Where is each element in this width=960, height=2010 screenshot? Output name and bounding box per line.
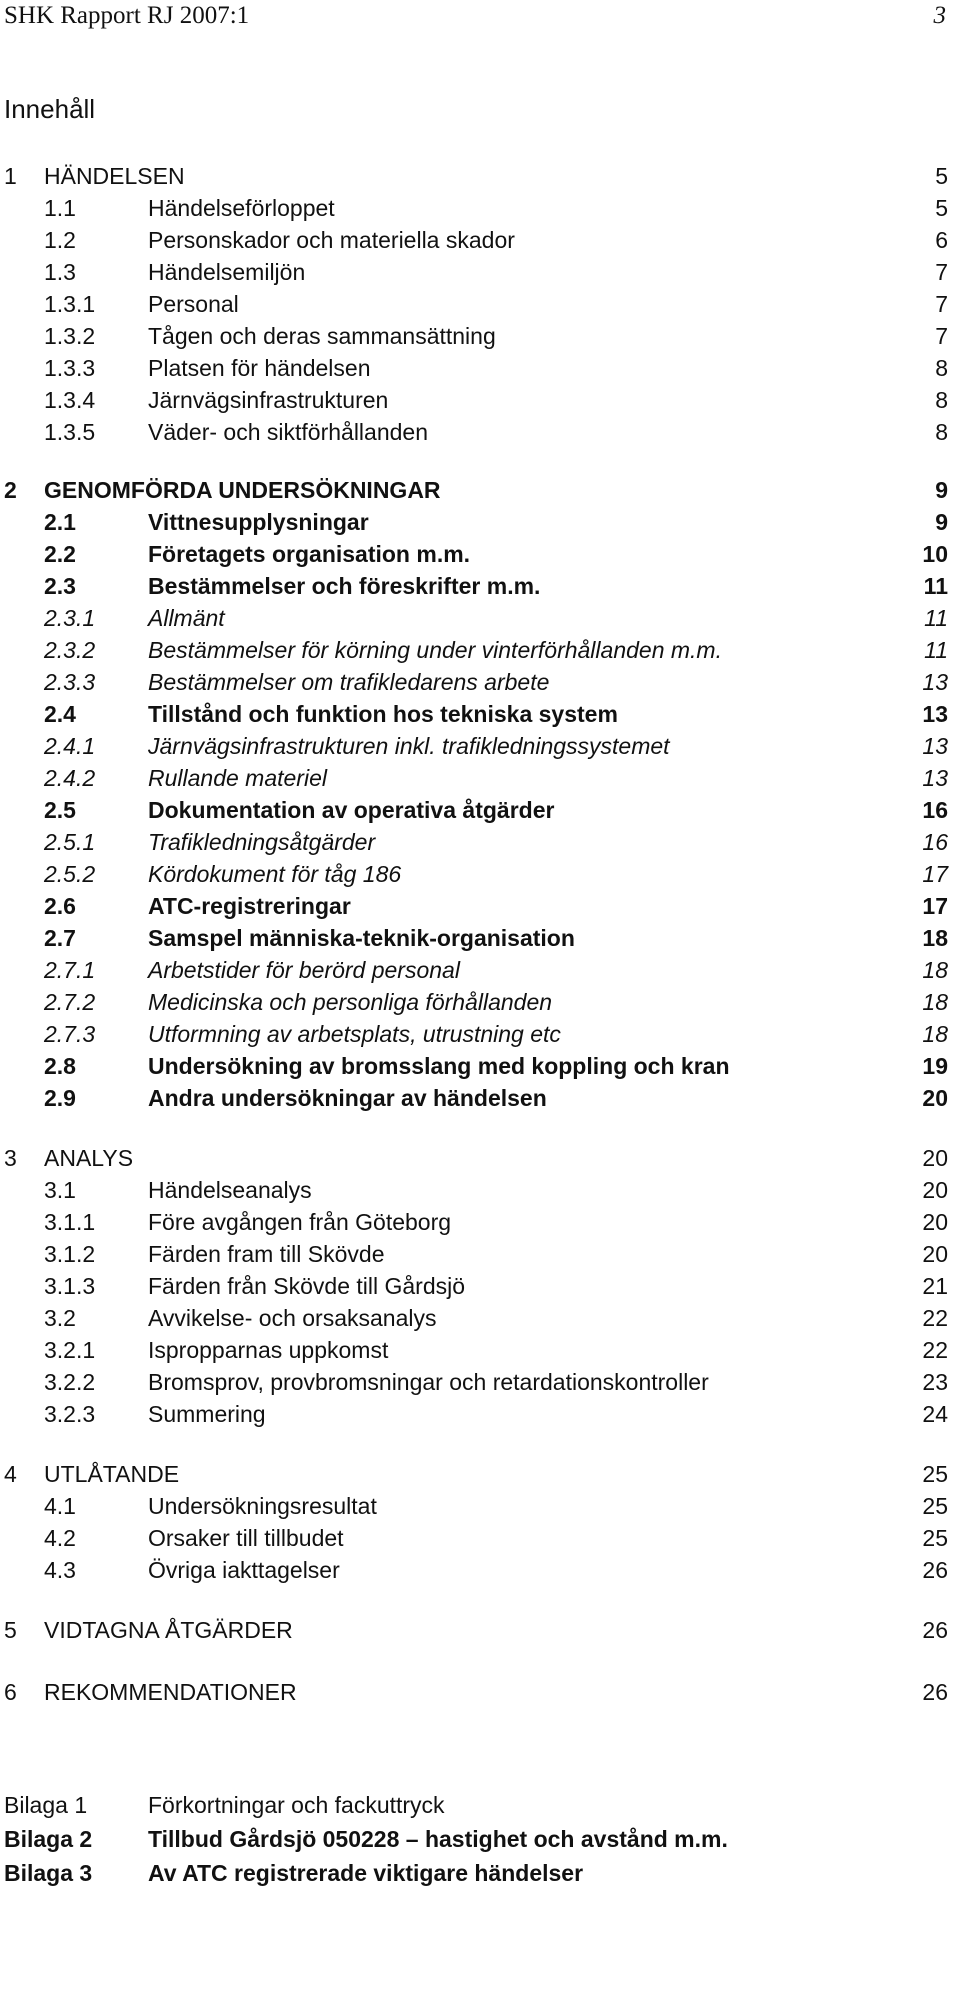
toc-entry-number: 3.2.1 <box>44 1337 96 1363</box>
toc-entry-page: 25 <box>922 1461 948 1487</box>
toc-entry[interactable] <box>0 1334 960 1366</box>
toc-entry-page: 20 <box>922 1177 948 1203</box>
toc-entry[interactable] <box>0 538 960 570</box>
toc-entry-page: 5 <box>935 163 948 189</box>
toc-entry-number: 5 <box>4 1617 17 1643</box>
toc-entry[interactable] <box>0 288 960 320</box>
toc-entry[interactable] <box>0 256 960 288</box>
toc-entry-page: 5 <box>935 195 948 221</box>
toc-entry-number: 3.1.1 <box>44 1209 96 1235</box>
appendix-label: Bilaga 1 <box>4 1792 88 1818</box>
toc-entry-title: Bestämmelser och föreskrifter m.m. <box>148 573 541 599</box>
toc-entry[interactable] <box>0 1142 960 1174</box>
toc-entry-number: 6 <box>4 1679 17 1705</box>
toc-entry-title: Undersökning av bromsslang med koppling och kran <box>148 1053 730 1079</box>
toc-entry-page: 17 <box>922 861 948 887</box>
toc-entry[interactable] <box>0 1018 960 1050</box>
toc-entry-page: 13 <box>922 669 948 695</box>
toc-entry[interactable] <box>0 506 960 538</box>
toc-entry-page: 16 <box>922 829 948 855</box>
toc-entry[interactable] <box>0 1050 960 1082</box>
toc-entry-number: 1.3 <box>44 259 76 285</box>
toc-entry-title: ATC-registreringar <box>148 893 351 919</box>
toc-entry[interactable] <box>0 890 960 922</box>
appendix-title: Förkortningar och fackuttryck <box>148 1792 445 1818</box>
toc-entry[interactable] <box>0 416 960 448</box>
toc-entry-title: Allmänt <box>148 605 225 631</box>
toc-entry[interactable] <box>0 474 960 506</box>
toc-entry-number: 4 <box>4 1461 17 1487</box>
toc-entry-number: 2.7 <box>44 925 76 951</box>
toc-entry-page: 7 <box>935 291 948 317</box>
toc-entry-title: Dokumentation av operativa åtgärder <box>148 797 555 823</box>
toc-entry[interactable] <box>0 922 960 954</box>
toc-entry-page: 10 <box>922 541 948 567</box>
toc-entry[interactable] <box>0 1302 960 1334</box>
toc-entry-title: Färden fram till Skövde <box>148 1241 385 1267</box>
toc-entry-title: Bromsprov, provbromsningar och retardationskontroller <box>148 1369 709 1395</box>
toc-entry-page: 20 <box>922 1085 948 1111</box>
toc-entry-title: Tillstånd och funktion hos tekniska system <box>148 701 618 727</box>
toc-entry-title: Avvikelse- och orsaksanalys <box>148 1305 437 1331</box>
toc-entry-page: 9 <box>935 509 948 535</box>
toc-entry-page: 6 <box>935 227 948 253</box>
toc-entry-page: 26 <box>922 1617 948 1643</box>
toc-entry[interactable] <box>0 384 960 416</box>
toc-entry-number: 3.1 <box>44 1177 76 1203</box>
toc-entry-page: 25 <box>922 1525 948 1551</box>
toc-entry-page: 21 <box>922 1273 948 1299</box>
appendix-entry[interactable] <box>0 1822 960 1856</box>
toc-entry-number: 1 <box>4 163 17 189</box>
toc-entry-number: 2.6 <box>44 893 76 919</box>
toc-entry-number: 3 <box>4 1145 17 1171</box>
toc-entry[interactable] <box>0 570 960 602</box>
appendix-entry[interactable] <box>0 1856 960 1890</box>
toc-entry-title: Orsaker till tillbudet <box>148 1525 344 1551</box>
toc-entry-page: 18 <box>922 989 948 1015</box>
toc-entry[interactable] <box>0 794 960 826</box>
toc-entry-title: Färden från Skövde till Gårdsjö <box>148 1273 466 1299</box>
toc-entry[interactable] <box>0 1398 960 1430</box>
toc-title: Innehåll <box>4 94 96 124</box>
toc-entry-title: Andra undersökningar av händelsen <box>148 1085 547 1111</box>
toc-entry[interactable] <box>0 160 960 192</box>
toc-entry-number: 2.8 <box>44 1053 76 1079</box>
toc-entry-page: 26 <box>922 1679 948 1705</box>
toc-entry-number: 2.5.1 <box>44 829 96 855</box>
page-number: 3 <box>933 2 946 29</box>
toc-entry[interactable] <box>0 954 960 986</box>
toc-entry-page: 18 <box>922 957 948 983</box>
toc-entry-title: UTLÅTANDE <box>44 1461 180 1487</box>
toc-entry-title: Järnvägsinfrastrukturen inkl. trafikledningssystemet <box>148 733 670 759</box>
toc-entry-page: 13 <box>922 733 948 759</box>
toc-entry-page: 7 <box>935 259 948 285</box>
toc-entry-title: Summering <box>148 1401 266 1427</box>
toc-entry-page: 24 <box>922 1401 948 1427</box>
toc-entry-number: 3.2.2 <box>44 1369 96 1395</box>
toc-entry-page: 23 <box>922 1369 948 1395</box>
toc-entry-title: Övriga iakttagelser <box>148 1557 340 1583</box>
toc-entry-page: 7 <box>935 323 948 349</box>
toc-entry-number: 2.2 <box>44 541 76 567</box>
toc-entry-page: 11 <box>924 605 948 631</box>
toc-entry[interactable] <box>0 762 960 794</box>
toc-entry-page: 25 <box>922 1493 948 1519</box>
toc-entry-title: Undersökningsresultat <box>148 1493 377 1519</box>
appendix-label: Bilaga 2 <box>4 1826 93 1852</box>
toc-entry-number: 3.1.3 <box>44 1273 96 1299</box>
toc-entry-number: 2.5 <box>44 797 76 823</box>
toc-entry[interactable] <box>0 224 960 256</box>
appendix-title: Tillbud Gårdsjö 050228 – hastighet och avstånd m.m. <box>148 1826 728 1852</box>
toc-entry-page: 18 <box>922 925 948 951</box>
toc-entry-number: 1.1 <box>44 195 76 221</box>
toc-entry-number: 1.2 <box>44 227 76 253</box>
toc-entry[interactable] <box>0 858 960 890</box>
toc-entry-number: 2.3.2 <box>44 637 96 663</box>
toc-entry-title: ANALYS <box>44 1145 134 1171</box>
toc-entry[interactable] <box>0 1554 960 1586</box>
toc-entry-number: 2.1 <box>44 509 76 535</box>
toc-entry-page: 20 <box>922 1209 948 1235</box>
appendix-label: Bilaga 3 <box>4 1860 93 1886</box>
toc-entry-title: REKOMMENDATIONER <box>44 1679 297 1705</box>
toc-entry-number: 2.4.2 <box>44 765 96 791</box>
toc-entry[interactable] <box>0 1082 960 1114</box>
toc-entry-number: 2.4.1 <box>44 733 96 759</box>
toc-entry-title: Trafikledningsåtgärder <box>148 829 376 855</box>
toc-entry-page: 26 <box>922 1557 948 1583</box>
toc-entry-number: 4.1 <box>44 1493 76 1519</box>
toc-entry-page: 18 <box>922 1021 948 1047</box>
toc-entry[interactable] <box>0 666 960 698</box>
toc-entry-title: Järnvägsinfrastrukturen <box>148 387 389 413</box>
toc-entry[interactable] <box>0 730 960 762</box>
report-id: SHK Rapport RJ 2007:1 <box>4 2 250 29</box>
toc-entry-title: Tågen och deras sammansättning <box>148 323 496 349</box>
toc-entry-title: Väder- och siktförhållanden <box>148 419 428 445</box>
appendix-title: Av ATC registrerade viktigare händelser <box>148 1860 584 1886</box>
toc-entry[interactable] <box>0 1238 960 1270</box>
toc-entry-page: 13 <box>922 701 948 727</box>
toc-entry[interactable] <box>0 826 960 858</box>
toc-entry[interactable] <box>0 320 960 352</box>
toc-entry-number: 2.9 <box>44 1085 76 1111</box>
toc-entry-page: 20 <box>922 1145 948 1171</box>
toc-entry-number: 2.4 <box>44 701 76 727</box>
toc-entry-title: Före avgången från Göteborg <box>148 1209 452 1235</box>
toc-entry-title: HÄNDELSEN <box>44 163 185 189</box>
toc-entry-number: 1.3.2 <box>44 323 96 349</box>
toc-entry-number: 3.2 <box>44 1305 76 1331</box>
toc-entry[interactable] <box>0 602 960 634</box>
toc-entry-number: 1.3.1 <box>44 291 96 317</box>
toc-entry[interactable] <box>0 1458 960 1490</box>
toc-entry-title: Arbetstider för berörd personal <box>148 957 460 983</box>
toc-entry[interactable] <box>0 986 960 1018</box>
toc-entry-title: Rullande materiel <box>148 765 327 791</box>
toc-entry-title: Händelseförloppet <box>148 195 335 221</box>
toc-entry-number: 3.1.2 <box>44 1241 96 1267</box>
toc-entry[interactable] <box>0 1206 960 1238</box>
toc-entry-page: 8 <box>935 355 948 381</box>
toc-entry-number: 2.3.3 <box>44 669 96 695</box>
toc-entry-number: 2.7.3 <box>44 1021 96 1047</box>
toc-entry[interactable] <box>0 1366 960 1398</box>
toc-entry-title: Utformning av arbetsplats, utrustning etc <box>148 1021 561 1047</box>
toc-entry-page: 22 <box>922 1337 948 1363</box>
toc-entry[interactable] <box>0 1522 960 1554</box>
toc-entry-title: Samspel människa-teknik-organisation <box>148 925 575 951</box>
toc-entry-page: 16 <box>922 797 948 823</box>
toc-entry-number: 1.3.4 <box>44 387 96 413</box>
toc-entry-title: GENOMFÖRDA UNDERSÖKNINGAR <box>44 477 441 503</box>
appendix-entry[interactable] <box>0 1788 960 1822</box>
toc-entry-number: 1.3.5 <box>44 419 96 445</box>
toc-entry-number: 2 <box>4 477 17 503</box>
toc-entry-number: 2.3 <box>44 573 76 599</box>
toc-entry-title: Händelseanalys <box>148 1177 312 1203</box>
toc-entry[interactable] <box>0 1614 960 1646</box>
toc-entry-page: 11 <box>923 573 948 599</box>
toc-entry[interactable] <box>0 1490 960 1522</box>
toc-entry-number: 2.5.2 <box>44 861 96 887</box>
toc-entry-title: Vittnesupplysningar <box>148 509 369 535</box>
toc-entry-title: Medicinska och personliga förhållanden <box>148 989 553 1015</box>
toc-entry[interactable] <box>0 1174 960 1206</box>
toc-entry[interactable] <box>0 634 960 666</box>
toc-entry[interactable] <box>0 698 960 730</box>
toc-entry-page: 20 <box>922 1241 948 1267</box>
toc-entry-title: Kördokument för tåg 186 <box>148 861 402 887</box>
toc-entry-title: VIDTAGNA ÅTGÄRDER <box>44 1617 293 1643</box>
toc-entry-page: 17 <box>922 893 948 919</box>
toc-entry-page: 8 <box>935 419 948 445</box>
toc-entry-page: 19 <box>922 1053 948 1079</box>
toc-entry-title: Platsen för händelsen <box>148 355 371 381</box>
toc-entry-title: Bestämmelser för körning under vinterförhållanden m.m. <box>148 637 722 663</box>
toc-entry-page: 13 <box>922 765 948 791</box>
toc-entry-number: 2.7.1 <box>44 957 96 983</box>
toc-entry-page: 22 <box>922 1305 948 1331</box>
toc-entry-title: Personskador och materiella skador <box>148 227 515 253</box>
toc-entry-number: 3.2.3 <box>44 1401 96 1427</box>
toc-entry[interactable] <box>0 352 960 384</box>
toc-entry-page: 11 <box>924 637 948 663</box>
toc-entry[interactable] <box>0 1676 960 1708</box>
toc-entry-number: 4.2 <box>44 1525 76 1551</box>
toc-entry-number: 2.7.2 <box>44 989 96 1015</box>
toc-entry[interactable] <box>0 192 960 224</box>
toc-entry-number: 1.3.3 <box>44 355 96 381</box>
toc-entry-title: Företagets organisation m.m. <box>148 541 471 567</box>
toc-entry-title: Händelsemiljön <box>148 259 306 285</box>
toc-entry-title: Personal <box>148 291 239 317</box>
toc-entry-page: 8 <box>935 387 948 413</box>
toc-entry-number: 2.3.1 <box>44 605 96 631</box>
toc-entry-title: Bestämmelser om trafikledarens arbete <box>148 669 550 695</box>
toc-entry[interactable] <box>0 1270 960 1302</box>
toc-entry-number: 4.3 <box>44 1557 76 1583</box>
toc-entry-page: 9 <box>935 477 948 503</box>
toc-entry-title: Ispropparnas uppkomst <box>148 1337 389 1363</box>
